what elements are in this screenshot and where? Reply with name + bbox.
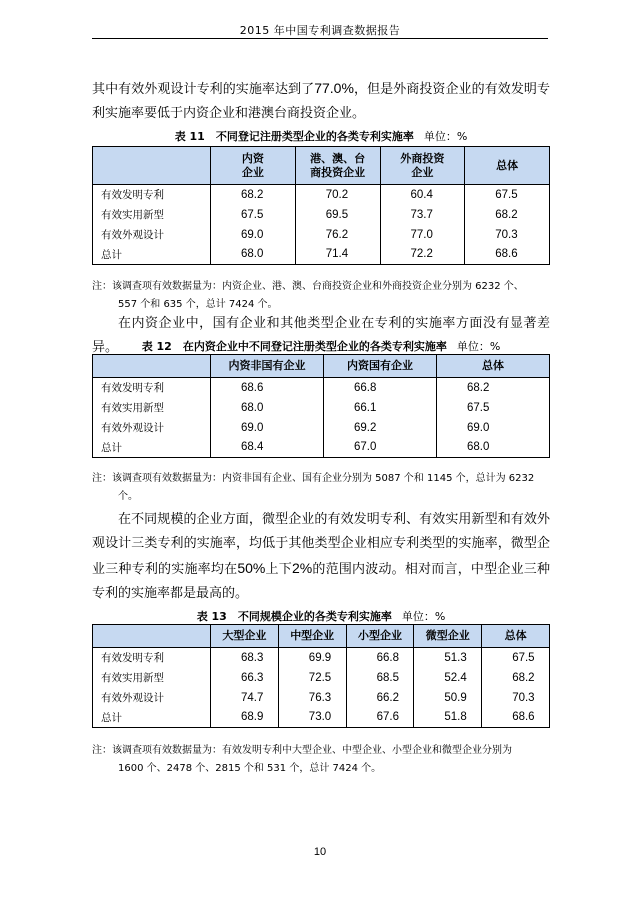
table-row bbox=[93, 205, 550, 225]
table-11-header: 港、澳、台 商投资企业 bbox=[295, 147, 380, 185]
table-11-title: 表 11 不同登记注册类型企业的各类专利实施率 bbox=[174, 130, 414, 143]
table-cell: 66.8 bbox=[324, 378, 437, 398]
table-cell: 69.0 bbox=[211, 225, 296, 245]
table-row bbox=[93, 245, 550, 265]
table-cell: 67.0 bbox=[324, 438, 437, 458]
table-13 bbox=[92, 624, 550, 728]
p3-percent-2: 2% bbox=[291, 560, 313, 576]
table-cell: 67.5 bbox=[482, 648, 550, 668]
table-cell: 67.6 bbox=[346, 708, 414, 728]
table-cell: 68.2 bbox=[211, 185, 296, 205]
table-cell: 66.1 bbox=[324, 398, 437, 418]
table-cell: 68.4 bbox=[211, 438, 324, 458]
table-12-unit: 单位：% bbox=[456, 340, 501, 353]
table-cell: 69.0 bbox=[437, 418, 550, 438]
table-cell: 60.4 bbox=[380, 185, 465, 205]
table-cell: 68.0 bbox=[437, 438, 550, 458]
table-cell: 66.3 bbox=[211, 668, 279, 688]
table-13-title: 表 13 不同规模企业的各类专利实施率 bbox=[196, 610, 392, 623]
table-cell: 68.6 bbox=[482, 708, 550, 728]
table-cell: 68.9 bbox=[211, 708, 279, 728]
table-11-note-line-1: 注：该调查项有效数据量为：内资企业、港、澳、台商投资企业和外商投资企业分别为 6232 个、 bbox=[92, 281, 524, 292]
table-cell: 51.3 bbox=[414, 648, 482, 668]
table-12-title: 表 12 在内资企业中不同登记注册类型企业的各类专利实施率 bbox=[141, 340, 447, 353]
table-cell: 51.8 bbox=[414, 708, 482, 728]
table-row bbox=[93, 418, 550, 438]
p3-text-c: 的范围内波动。相对而言，中型企业三种专利的实施率都是最高的。 bbox=[92, 562, 550, 601]
row-label: 总计 bbox=[93, 438, 211, 458]
table-row bbox=[93, 668, 550, 688]
row-label: 有效外观设计 bbox=[93, 418, 211, 438]
table-13-header: 微型企业 bbox=[414, 625, 482, 648]
table-12-header: 内资国有企业 bbox=[324, 355, 437, 378]
table-12-caption bbox=[92, 338, 550, 354]
table-cell: 77.0 bbox=[380, 225, 465, 245]
table-13-note-line-2: 1600 个、2478 个、2815 个和 531 个，总计 7424 个。 bbox=[118, 763, 382, 774]
table-12-note-line-2: 个。 bbox=[118, 491, 138, 502]
paragraph-1 bbox=[92, 76, 550, 126]
table-cell: 72.5 bbox=[278, 668, 346, 688]
table-cell: 68.2 bbox=[482, 668, 550, 688]
table-cell: 68.2 bbox=[465, 205, 550, 225]
row-label: 有效外观设计 bbox=[93, 225, 211, 245]
table-cell: 68.0 bbox=[211, 245, 296, 265]
p3-percent-1: 50% bbox=[237, 560, 266, 576]
table-11-note-line-2: 557 个和 635 个，总计 7424 个。 bbox=[118, 299, 278, 310]
row-label: 有效实用新型 bbox=[93, 398, 211, 418]
table-13-unit: 单位：% bbox=[401, 610, 446, 623]
table-cell: 74.7 bbox=[211, 688, 279, 708]
table-12-header: 内资非国有企业 bbox=[211, 355, 324, 378]
row-label: 有效实用新型 bbox=[93, 205, 211, 225]
paragraph-2: 在内资企业中，国有企业和其他类型企业在专利的实施率方面没有显著差异。 bbox=[92, 316, 550, 355]
table-12 bbox=[92, 354, 550, 458]
table-cell: 70.3 bbox=[465, 225, 550, 245]
table-cell: 66.2 bbox=[346, 688, 414, 708]
table-11-header: 总体 bbox=[465, 147, 550, 185]
table-13-header: 中型企业 bbox=[278, 625, 346, 648]
row-label: 总计 bbox=[93, 708, 211, 728]
table-cell: 69.0 bbox=[211, 418, 324, 438]
page-header: 2015 年中国专利调查数据报告 bbox=[239, 24, 401, 37]
table-cell: 67.5 bbox=[437, 398, 550, 418]
p1-text-b: ，但是外商投资企业的有效发明专利实施率要低于内资企业和港澳台商投资企业。 bbox=[92, 82, 550, 121]
table-11 bbox=[92, 146, 550, 265]
row-label: 有效实用新型 bbox=[93, 668, 211, 688]
table-cell: 50.9 bbox=[414, 688, 482, 708]
table-12-note bbox=[92, 470, 552, 506]
table-11-note bbox=[92, 278, 552, 314]
table-row bbox=[93, 438, 550, 458]
table-cell: 76.3 bbox=[278, 688, 346, 708]
table-cell: 70.2 bbox=[295, 185, 380, 205]
table-12-header-blank bbox=[93, 355, 211, 378]
row-label: 有效发明专利 bbox=[93, 185, 211, 205]
table-cell: 73.7 bbox=[380, 205, 465, 225]
table-cell: 69.9 bbox=[278, 648, 346, 668]
table-cell: 72.2 bbox=[380, 245, 465, 265]
table-row bbox=[93, 185, 550, 205]
table-12-header: 总体 bbox=[437, 355, 550, 378]
table-cell: 68.2 bbox=[437, 378, 550, 398]
table-cell: 66.8 bbox=[346, 648, 414, 668]
table-12-note-line-1: 注：该调查项有效数据量为：内资非国有企业、国有企业分别为 5087 个和 1145 个，总计为 6232 bbox=[92, 473, 535, 484]
table-11-caption bbox=[92, 128, 550, 144]
table-cell: 68.6 bbox=[465, 245, 550, 265]
table-13-header: 小型企业 bbox=[346, 625, 414, 648]
table-cell: 52.4 bbox=[414, 668, 482, 688]
table-cell: 68.3 bbox=[211, 648, 279, 668]
table-cell: 67.5 bbox=[465, 185, 550, 205]
header-rule bbox=[92, 38, 548, 39]
table-cell: 68.5 bbox=[346, 668, 414, 688]
p1-text-a: 其中有效外观设计专利的实施率达到了 bbox=[92, 82, 315, 97]
table-13-header: 大型企业 bbox=[211, 625, 279, 648]
table-cell: 68.6 bbox=[211, 378, 324, 398]
table-row bbox=[93, 398, 550, 418]
table-13-header: 总体 bbox=[482, 625, 550, 648]
table-row bbox=[93, 225, 550, 245]
table-row bbox=[93, 708, 550, 728]
table-row bbox=[93, 648, 550, 668]
p1-percent: 77.0% bbox=[314, 80, 354, 96]
table-row bbox=[93, 378, 550, 398]
table-11-unit: 单位：% bbox=[423, 130, 468, 143]
row-label: 有效发明专利 bbox=[93, 648, 211, 668]
row-label: 总计 bbox=[93, 245, 211, 265]
table-cell: 69.5 bbox=[295, 205, 380, 225]
table-13-caption bbox=[92, 608, 550, 624]
table-cell: 70.3 bbox=[482, 688, 550, 708]
row-label: 有效外观设计 bbox=[93, 688, 211, 708]
p3-text-b: 上下 bbox=[265, 562, 292, 577]
page-number: 10 bbox=[313, 846, 327, 858]
table-11-header: 外商投资 企业 bbox=[380, 147, 465, 185]
p3-text-a: 在不同规模的企业方面，微型企业的有效发明专利、有效实用新型和有效外观设计三类专利的实施率，均低于其他类型企业相应专利类型的实施率，微型企业三种专利的实施率均在 bbox=[92, 512, 550, 577]
table-13-header-blank bbox=[93, 625, 211, 648]
table-13-note bbox=[92, 742, 552, 778]
paragraph-3 bbox=[92, 508, 550, 606]
table-11-header: 内资 企业 bbox=[211, 147, 296, 185]
table-cell: 73.0 bbox=[278, 708, 346, 728]
table-cell: 68.0 bbox=[211, 398, 324, 418]
table-13-note-line-1: 注：该调查项有效数据量为：有效发明专利中大型企业、中型企业、小型企业和微型企业分别为 bbox=[92, 745, 512, 756]
row-label: 有效发明专利 bbox=[93, 378, 211, 398]
table-cell: 69.2 bbox=[324, 418, 437, 438]
table-cell: 71.4 bbox=[295, 245, 380, 265]
table-cell: 67.5 bbox=[211, 205, 296, 225]
table-cell: 76.2 bbox=[295, 225, 380, 245]
table-11-header-blank bbox=[93, 147, 211, 185]
table-row bbox=[93, 688, 550, 708]
